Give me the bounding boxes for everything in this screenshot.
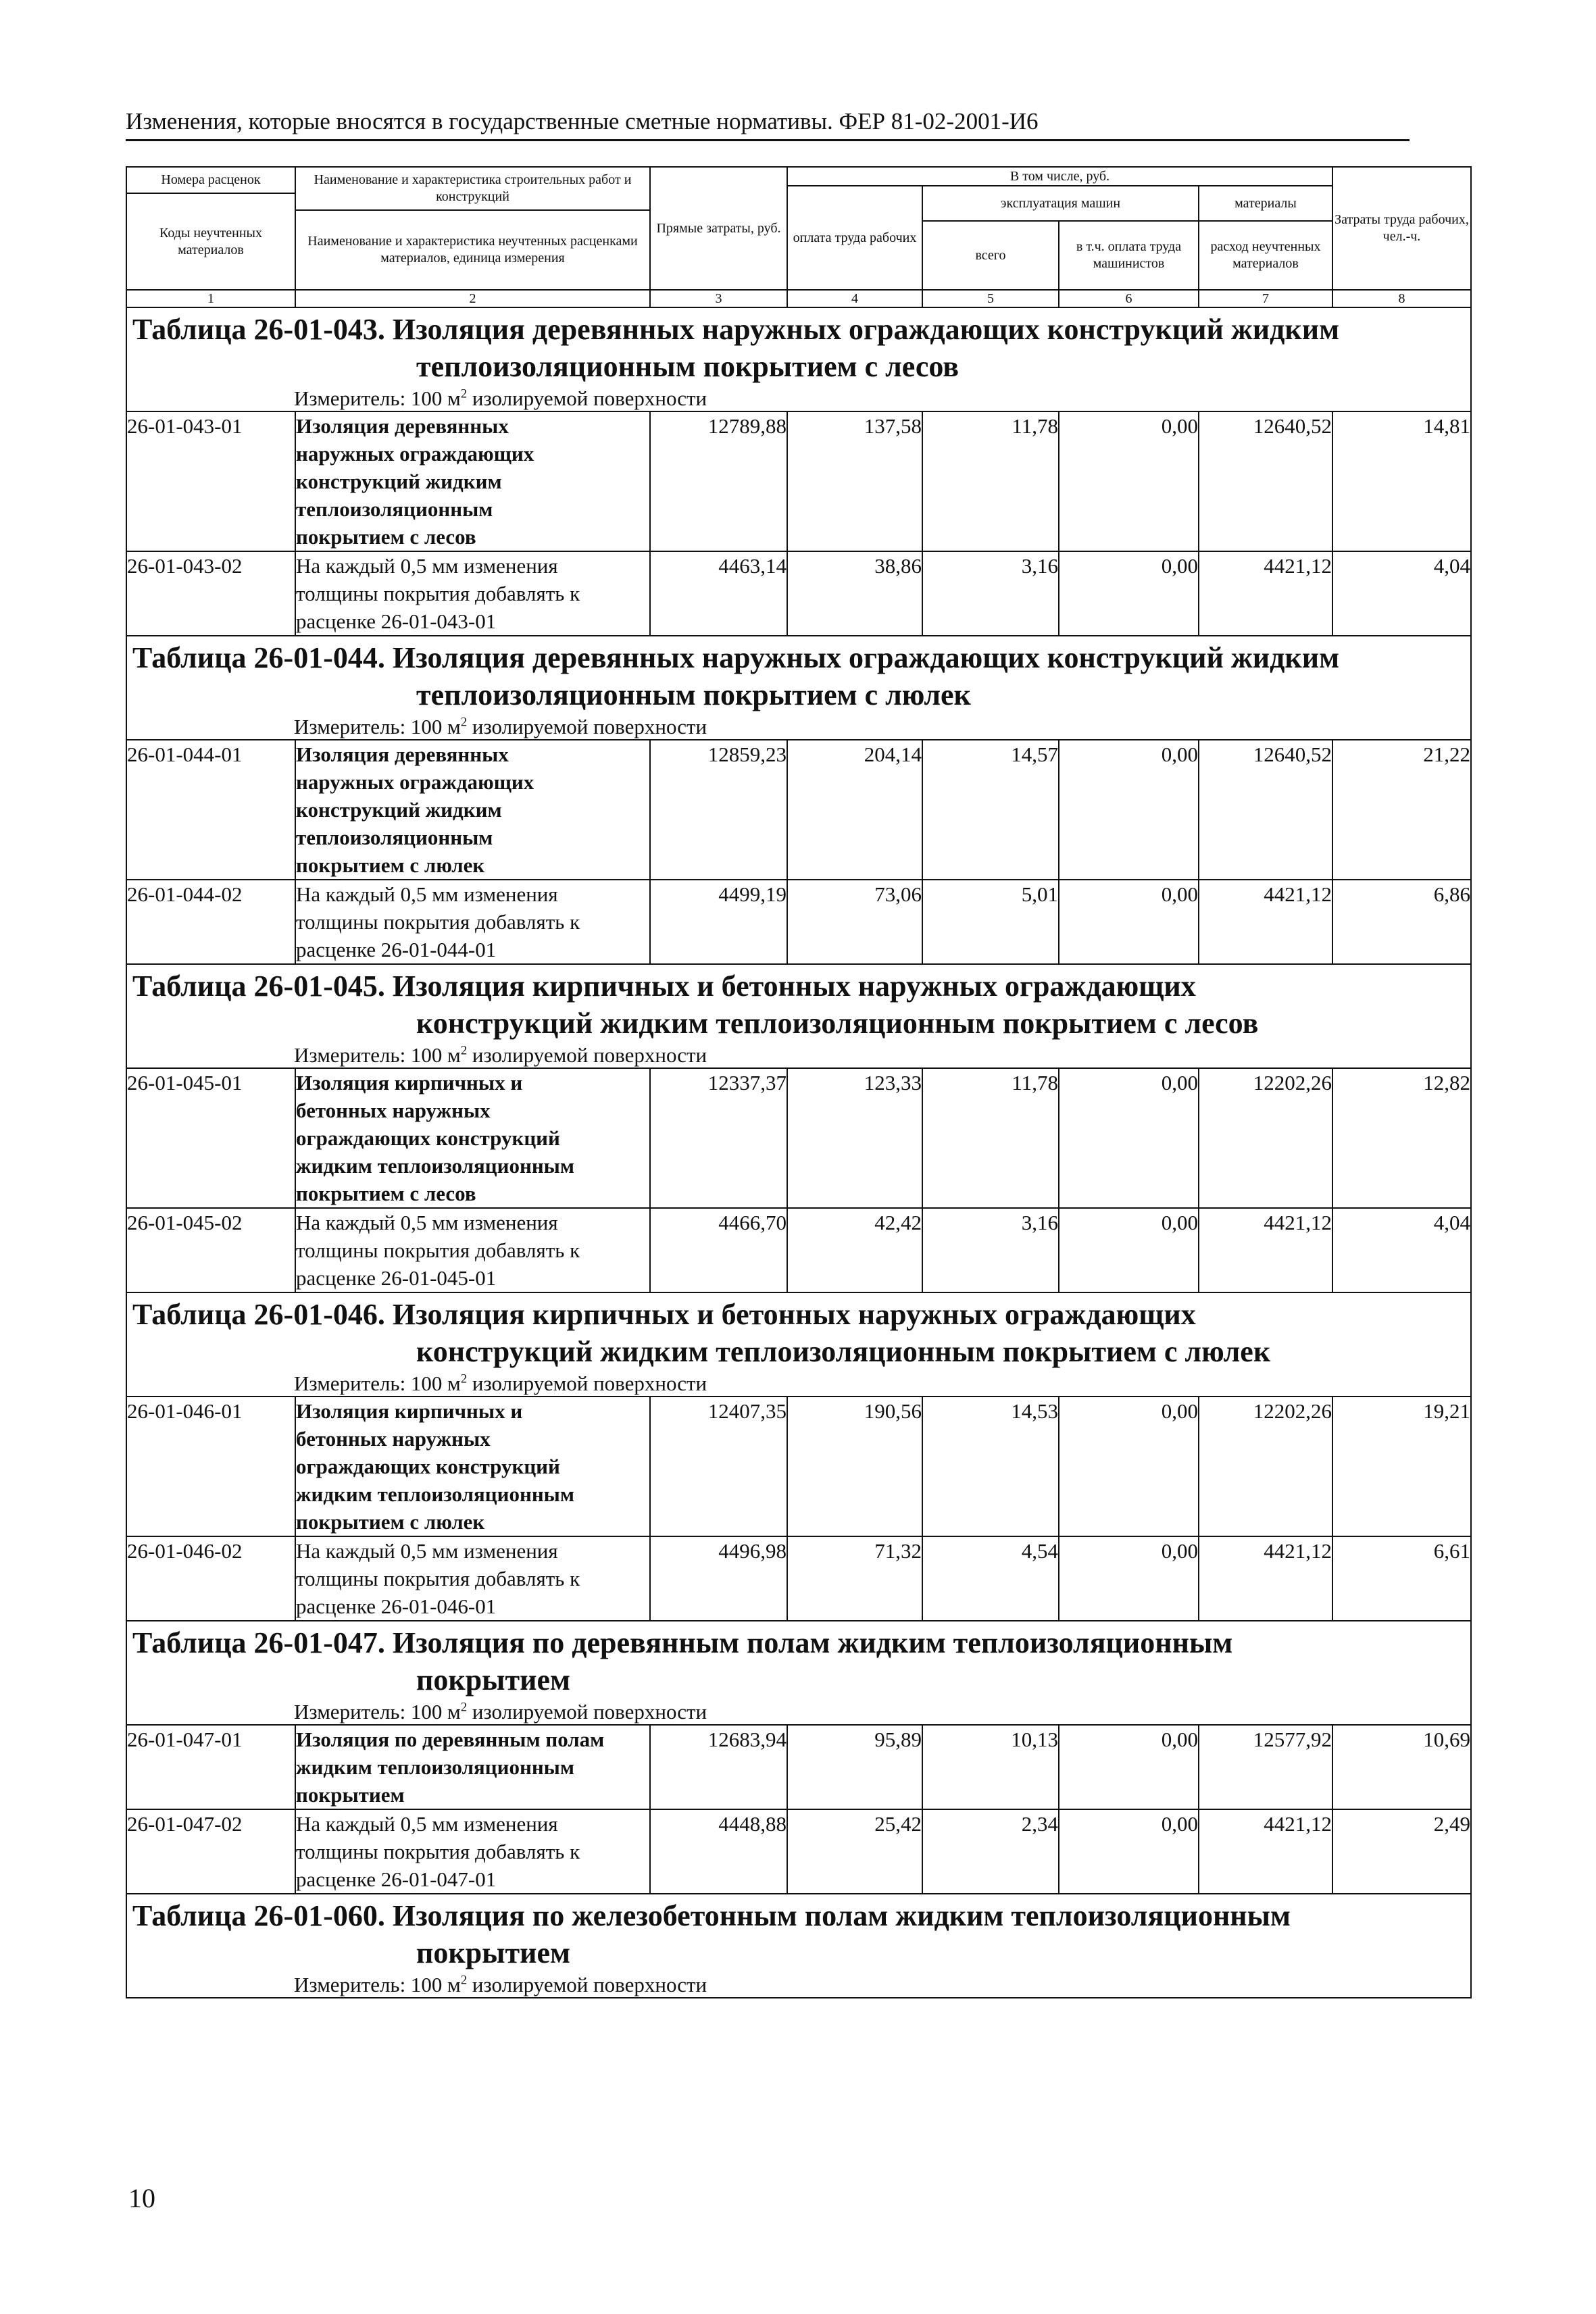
section-title-line: Таблица 26-01-046. Изоляция кирпичных и бетонных наружных ограждающих xyxy=(132,1298,1196,1331)
labor-pay-value: 25,42 xyxy=(787,1809,922,1894)
description-line: Изоляция деревянных xyxy=(296,743,509,766)
direct-costs-value: 4463,14 xyxy=(650,551,787,636)
table-row xyxy=(126,1536,1471,1621)
direct-costs-value: 4499,19 xyxy=(650,880,787,964)
work-description xyxy=(295,1725,650,1809)
measure-text xyxy=(294,1973,707,1996)
header-labor-hours: Затраты труда рабочих, чел.-ч. xyxy=(1332,167,1471,290)
section-title-continuation: теплоизоляционным покрытием с люлек xyxy=(416,678,971,711)
description-line: расценке 26-01-045-01 xyxy=(296,1266,497,1290)
direct-costs-value: 12337,37 xyxy=(650,1068,787,1208)
machine-labor-value: 0,00 xyxy=(1059,551,1199,636)
rate-code: 26-01-047-02 xyxy=(126,1809,295,1894)
table-row xyxy=(126,880,1471,964)
labor-pay-value: 123,33 xyxy=(787,1068,922,1208)
measure-suffix: изолируемой поверхности xyxy=(467,1372,707,1395)
labor-pay-value: 42,42 xyxy=(787,1208,922,1292)
section-title-continuation: теплоизоляционным покрытием с лесов xyxy=(416,350,959,383)
materials-value: 4421,12 xyxy=(1199,551,1332,636)
measure-text xyxy=(294,1700,707,1724)
column-number: 7 xyxy=(1199,290,1332,307)
section-title xyxy=(126,307,1471,385)
table-row xyxy=(126,1725,1471,1809)
column-number: 4 xyxy=(787,290,922,307)
machine-labor-value: 0,00 xyxy=(1059,1397,1199,1536)
section-measure xyxy=(126,385,1471,411)
header-col2 xyxy=(295,167,650,290)
section-title-line: Таблица 26-01-043. Изоляция деревянных наружных ограждающих конструкций жидким xyxy=(132,313,1340,346)
description-line: толщины покрытия добавлять к xyxy=(296,582,580,605)
machine-labor-value: 0,00 xyxy=(1059,1725,1199,1809)
column-number: 5 xyxy=(922,290,1059,307)
materials-value: 4421,12 xyxy=(1199,1536,1332,1621)
direct-costs-value: 4466,70 xyxy=(650,1208,787,1292)
description-line: жидким теплоизоляционным xyxy=(296,1755,575,1779)
machine-total-value: 4,54 xyxy=(922,1536,1059,1621)
description-line: На каждый 0,5 мм изменения xyxy=(296,1539,558,1563)
labor-hours-value: 14,81 xyxy=(1332,411,1471,551)
description-line: расценке 26-01-046-01 xyxy=(296,1594,497,1618)
section-measure xyxy=(126,713,1471,740)
labor-hours-value: 21,22 xyxy=(1332,740,1471,880)
header-machine-labor: в т.ч. оплата труда машинистов xyxy=(1059,221,1199,290)
labor-pay-value: 190,56 xyxy=(787,1397,922,1536)
description-line: покрытием с люлек xyxy=(296,853,485,877)
norms-table xyxy=(126,166,1472,1998)
header-labor-pay: оплата труда рабочих xyxy=(787,186,922,290)
section-title xyxy=(126,636,1471,713)
machine-labor-value: 0,00 xyxy=(1059,880,1199,964)
labor-hours-value: 19,21 xyxy=(1332,1397,1471,1536)
header-direct-costs: Прямые затраты, руб. xyxy=(650,167,787,290)
column-number: 8 xyxy=(1332,290,1471,307)
machine-labor-value: 0,00 xyxy=(1059,411,1199,551)
description-line: теплоизоляционным xyxy=(296,826,493,849)
page-header: Изменения, которые вносятся в государственные сметные нормативы. ФЕР 81-02-2001-И6 xyxy=(126,108,1410,141)
measure-exponent: 2 xyxy=(460,1372,468,1386)
column-number: 1 xyxy=(126,290,295,307)
description-line: ограждающих конструкций xyxy=(296,1455,560,1478)
section-measure xyxy=(126,1370,1471,1397)
measure-suffix: изолируемой поверхности xyxy=(467,1973,707,1996)
rate-code: 26-01-046-02 xyxy=(126,1536,295,1621)
materials-value: 12640,52 xyxy=(1199,740,1332,880)
description-line: конструкций жидким xyxy=(296,470,502,493)
header-machine-total: всего xyxy=(922,221,1059,290)
machine-labor-value: 0,00 xyxy=(1059,740,1199,880)
measure-suffix: изолируемой поверхности xyxy=(467,1043,707,1067)
section-title xyxy=(126,1292,1471,1370)
header-col1-bottom: Коды неучтенных материалов xyxy=(159,225,262,257)
description-line: теплоизоляционным xyxy=(296,497,493,521)
description-line: На каждый 0,5 мм изменения xyxy=(296,554,558,578)
description-line: Изоляция деревянных xyxy=(296,414,509,438)
section-measure xyxy=(126,1042,1471,1068)
machine-total-value: 11,78 xyxy=(922,1068,1059,1208)
work-description xyxy=(295,1208,650,1292)
labor-pay-value: 38,86 xyxy=(787,551,922,636)
materials-value: 4421,12 xyxy=(1199,880,1332,964)
description-line: бетонных наружных xyxy=(296,1099,491,1122)
section-title-continuation: покрытием xyxy=(416,1936,570,1969)
direct-costs-value: 4448,88 xyxy=(650,1809,787,1894)
labor-pay-value: 95,89 xyxy=(787,1725,922,1809)
description-line: Изоляция кирпичных и xyxy=(296,1399,523,1423)
direct-costs-value: 12683,94 xyxy=(650,1725,787,1809)
measure-exponent: 2 xyxy=(460,1700,468,1715)
description-line: На каждый 0,5 мм изменения xyxy=(296,1812,558,1836)
section-title-line: Таблица 26-01-047. Изоляция по деревянным полам жидким теплоизоляционным xyxy=(132,1626,1233,1659)
description-line: конструкций жидким xyxy=(296,798,502,822)
column-number: 2 xyxy=(295,290,650,307)
materials-value: 12577,92 xyxy=(1199,1725,1332,1809)
rate-code: 26-01-044-01 xyxy=(126,740,295,880)
header-col1-top: Номера расценок xyxy=(127,168,295,194)
description-line: бетонных наружных xyxy=(296,1427,491,1451)
labor-pay-value: 71,32 xyxy=(787,1536,922,1621)
machine-labor-value: 0,00 xyxy=(1059,1068,1199,1208)
measure-prefix: Измеритель: 100 м xyxy=(294,1372,461,1395)
table-row xyxy=(126,1208,1471,1292)
section-title-line: Таблица 26-01-045. Изоляция кирпичных и бетонных наружных ограждающих xyxy=(132,970,1196,1003)
rate-code: 26-01-045-02 xyxy=(126,1208,295,1292)
section-title-line: Таблица 26-01-060. Изоляция по железобетонным полам жидким теплоизоляционным xyxy=(132,1899,1291,1932)
header-machine-group: эксплуатация машин xyxy=(922,186,1199,221)
measure-text xyxy=(294,715,707,738)
section-title xyxy=(126,964,1471,1042)
rate-code: 26-01-043-01 xyxy=(126,411,295,551)
work-description xyxy=(295,1068,650,1208)
column-number: 6 xyxy=(1059,290,1199,307)
direct-costs-value: 12789,88 xyxy=(650,411,787,551)
description-line: покрытием с лесов xyxy=(296,525,476,549)
work-description xyxy=(295,740,650,880)
measure-exponent: 2 xyxy=(460,1043,468,1058)
table-row xyxy=(126,1397,1471,1536)
machine-total-value: 3,16 xyxy=(922,551,1059,636)
section-measure xyxy=(126,1971,1471,1998)
machine-total-value: 3,16 xyxy=(922,1208,1059,1292)
labor-hours-value: 12,82 xyxy=(1332,1068,1471,1208)
description-line: Изоляция по деревянным полам xyxy=(296,1728,605,1751)
description-line: На каждый 0,5 мм изменения xyxy=(296,882,558,906)
labor-pay-value: 73,06 xyxy=(787,880,922,964)
measure-suffix: изолируемой поверхности xyxy=(467,715,707,738)
rate-code: 26-01-044-02 xyxy=(126,880,295,964)
materials-value: 12640,52 xyxy=(1199,411,1332,551)
materials-value: 4421,12 xyxy=(1199,1208,1332,1292)
machine-labor-value: 0,00 xyxy=(1059,1809,1199,1894)
header-materials-group: материалы xyxy=(1199,186,1332,221)
labor-hours-value: 6,86 xyxy=(1332,880,1471,964)
measure-text xyxy=(294,1372,707,1395)
description-line: расценке 26-01-044-01 xyxy=(296,938,497,961)
materials-value: 12202,26 xyxy=(1199,1068,1332,1208)
header-group-including: В том числе, руб. xyxy=(787,167,1332,186)
header-materials-use: расход неучтенных материалов xyxy=(1199,221,1332,290)
section-title-continuation: конструкций жидким теплоизоляционным покрытием с люлек xyxy=(416,1335,1271,1368)
header-col2-top: Наименование и характеристика строительных работ и конструкций xyxy=(296,168,649,211)
measure-exponent: 2 xyxy=(460,386,468,401)
description-line: толщины покрытия добавлять к xyxy=(296,910,580,934)
description-line: покрытием с лесов xyxy=(296,1182,476,1205)
work-description xyxy=(295,880,650,964)
rate-code: 26-01-043-02 xyxy=(126,551,295,636)
description-line: покрытием с люлек xyxy=(296,1510,485,1534)
measure-exponent: 2 xyxy=(460,1973,468,1988)
table-row xyxy=(126,1809,1471,1894)
direct-costs-value: 4496,98 xyxy=(650,1536,787,1621)
description-line: жидким теплоизоляционным xyxy=(296,1154,575,1178)
direct-costs-value: 12407,35 xyxy=(650,1397,787,1536)
section-title-line: Таблица 26-01-044. Изоляция деревянных наружных ограждающих конструкций жидким xyxy=(132,641,1340,674)
rate-code: 26-01-045-01 xyxy=(126,1068,295,1208)
description-line: толщины покрытия добавлять к xyxy=(296,1840,580,1863)
measure-prefix: Измеритель: 100 м xyxy=(294,1700,461,1724)
rate-code: 26-01-047-01 xyxy=(126,1725,295,1809)
table-row xyxy=(126,1068,1471,1208)
machine-labor-value: 0,00 xyxy=(1059,1208,1199,1292)
machine-total-value: 14,53 xyxy=(922,1397,1059,1536)
labor-pay-value: 137,58 xyxy=(787,411,922,551)
labor-pay-value: 204,14 xyxy=(787,740,922,880)
description-line: расценке 26-01-047-01 xyxy=(296,1867,497,1891)
header-col1 xyxy=(126,167,295,290)
materials-value: 4421,12 xyxy=(1199,1809,1332,1894)
section-measure xyxy=(126,1699,1471,1725)
column-number: 3 xyxy=(650,290,787,307)
labor-hours-value: 6,61 xyxy=(1332,1536,1471,1621)
description-line: толщины покрытия добавлять к xyxy=(296,1238,580,1262)
materials-value: 12202,26 xyxy=(1199,1397,1332,1536)
description-line: покрытием xyxy=(296,1783,405,1807)
rate-code: 26-01-046-01 xyxy=(126,1397,295,1536)
description-line: толщины покрытия добавлять к xyxy=(296,1567,580,1590)
description-line: наружных ограждающих xyxy=(296,442,534,466)
work-description xyxy=(295,551,650,636)
description-line: На каждый 0,5 мм изменения xyxy=(296,1211,558,1234)
work-description xyxy=(295,411,650,551)
work-description xyxy=(295,1397,650,1536)
measure-prefix: Измеритель: 100 м xyxy=(294,1043,461,1067)
measure-suffix: изолируемой поверхности xyxy=(467,1700,707,1724)
work-description xyxy=(295,1536,650,1621)
measure-prefix: Измеритель: 100 м xyxy=(294,1973,461,1996)
measure-prefix: Измеритель: 100 м xyxy=(294,386,461,410)
section-title xyxy=(126,1621,1471,1699)
machine-total-value: 11,78 xyxy=(922,411,1059,551)
measure-text xyxy=(294,1043,707,1067)
direct-costs-value: 12859,23 xyxy=(650,740,787,880)
machine-total-value: 14,57 xyxy=(922,740,1059,880)
machine-total-value: 5,01 xyxy=(922,880,1059,964)
table-row xyxy=(126,411,1471,551)
section-title xyxy=(126,1894,1471,1971)
description-line: наружных ограждающих xyxy=(296,770,534,794)
work-description xyxy=(295,1809,650,1894)
measure-text xyxy=(294,386,707,410)
machine-total-value: 10,13 xyxy=(922,1725,1059,1809)
labor-hours-value: 4,04 xyxy=(1332,1208,1471,1292)
description-line: Изоляция кирпичных и xyxy=(296,1071,523,1095)
table-row xyxy=(126,740,1471,880)
table-row xyxy=(126,551,1471,636)
description-line: жидким теплоизоляционным xyxy=(296,1482,575,1506)
measure-prefix: Измеритель: 100 м xyxy=(294,715,461,738)
page-number: 10 xyxy=(128,2183,155,2213)
machine-labor-value: 0,00 xyxy=(1059,1536,1199,1621)
measure-suffix: изолируемой поверхности xyxy=(467,386,707,410)
measure-exponent: 2 xyxy=(460,715,468,730)
description-line: расценке 26-01-043-01 xyxy=(296,609,497,633)
section-title-continuation: конструкций жидким теплоизоляционным покрытием с лесов xyxy=(416,1007,1259,1040)
labor-hours-value: 2,49 xyxy=(1332,1809,1471,1894)
machine-total-value: 2,34 xyxy=(922,1809,1059,1894)
description-line: ограждающих конструкций xyxy=(296,1126,560,1150)
section-title-continuation: покрытием xyxy=(416,1663,570,1696)
labor-hours-value: 10,69 xyxy=(1332,1725,1471,1809)
header-col2-bottom: Наименование и характеристика неучтенных расценками материалов, единица измерения xyxy=(307,234,638,266)
labor-hours-value: 4,04 xyxy=(1332,551,1471,636)
